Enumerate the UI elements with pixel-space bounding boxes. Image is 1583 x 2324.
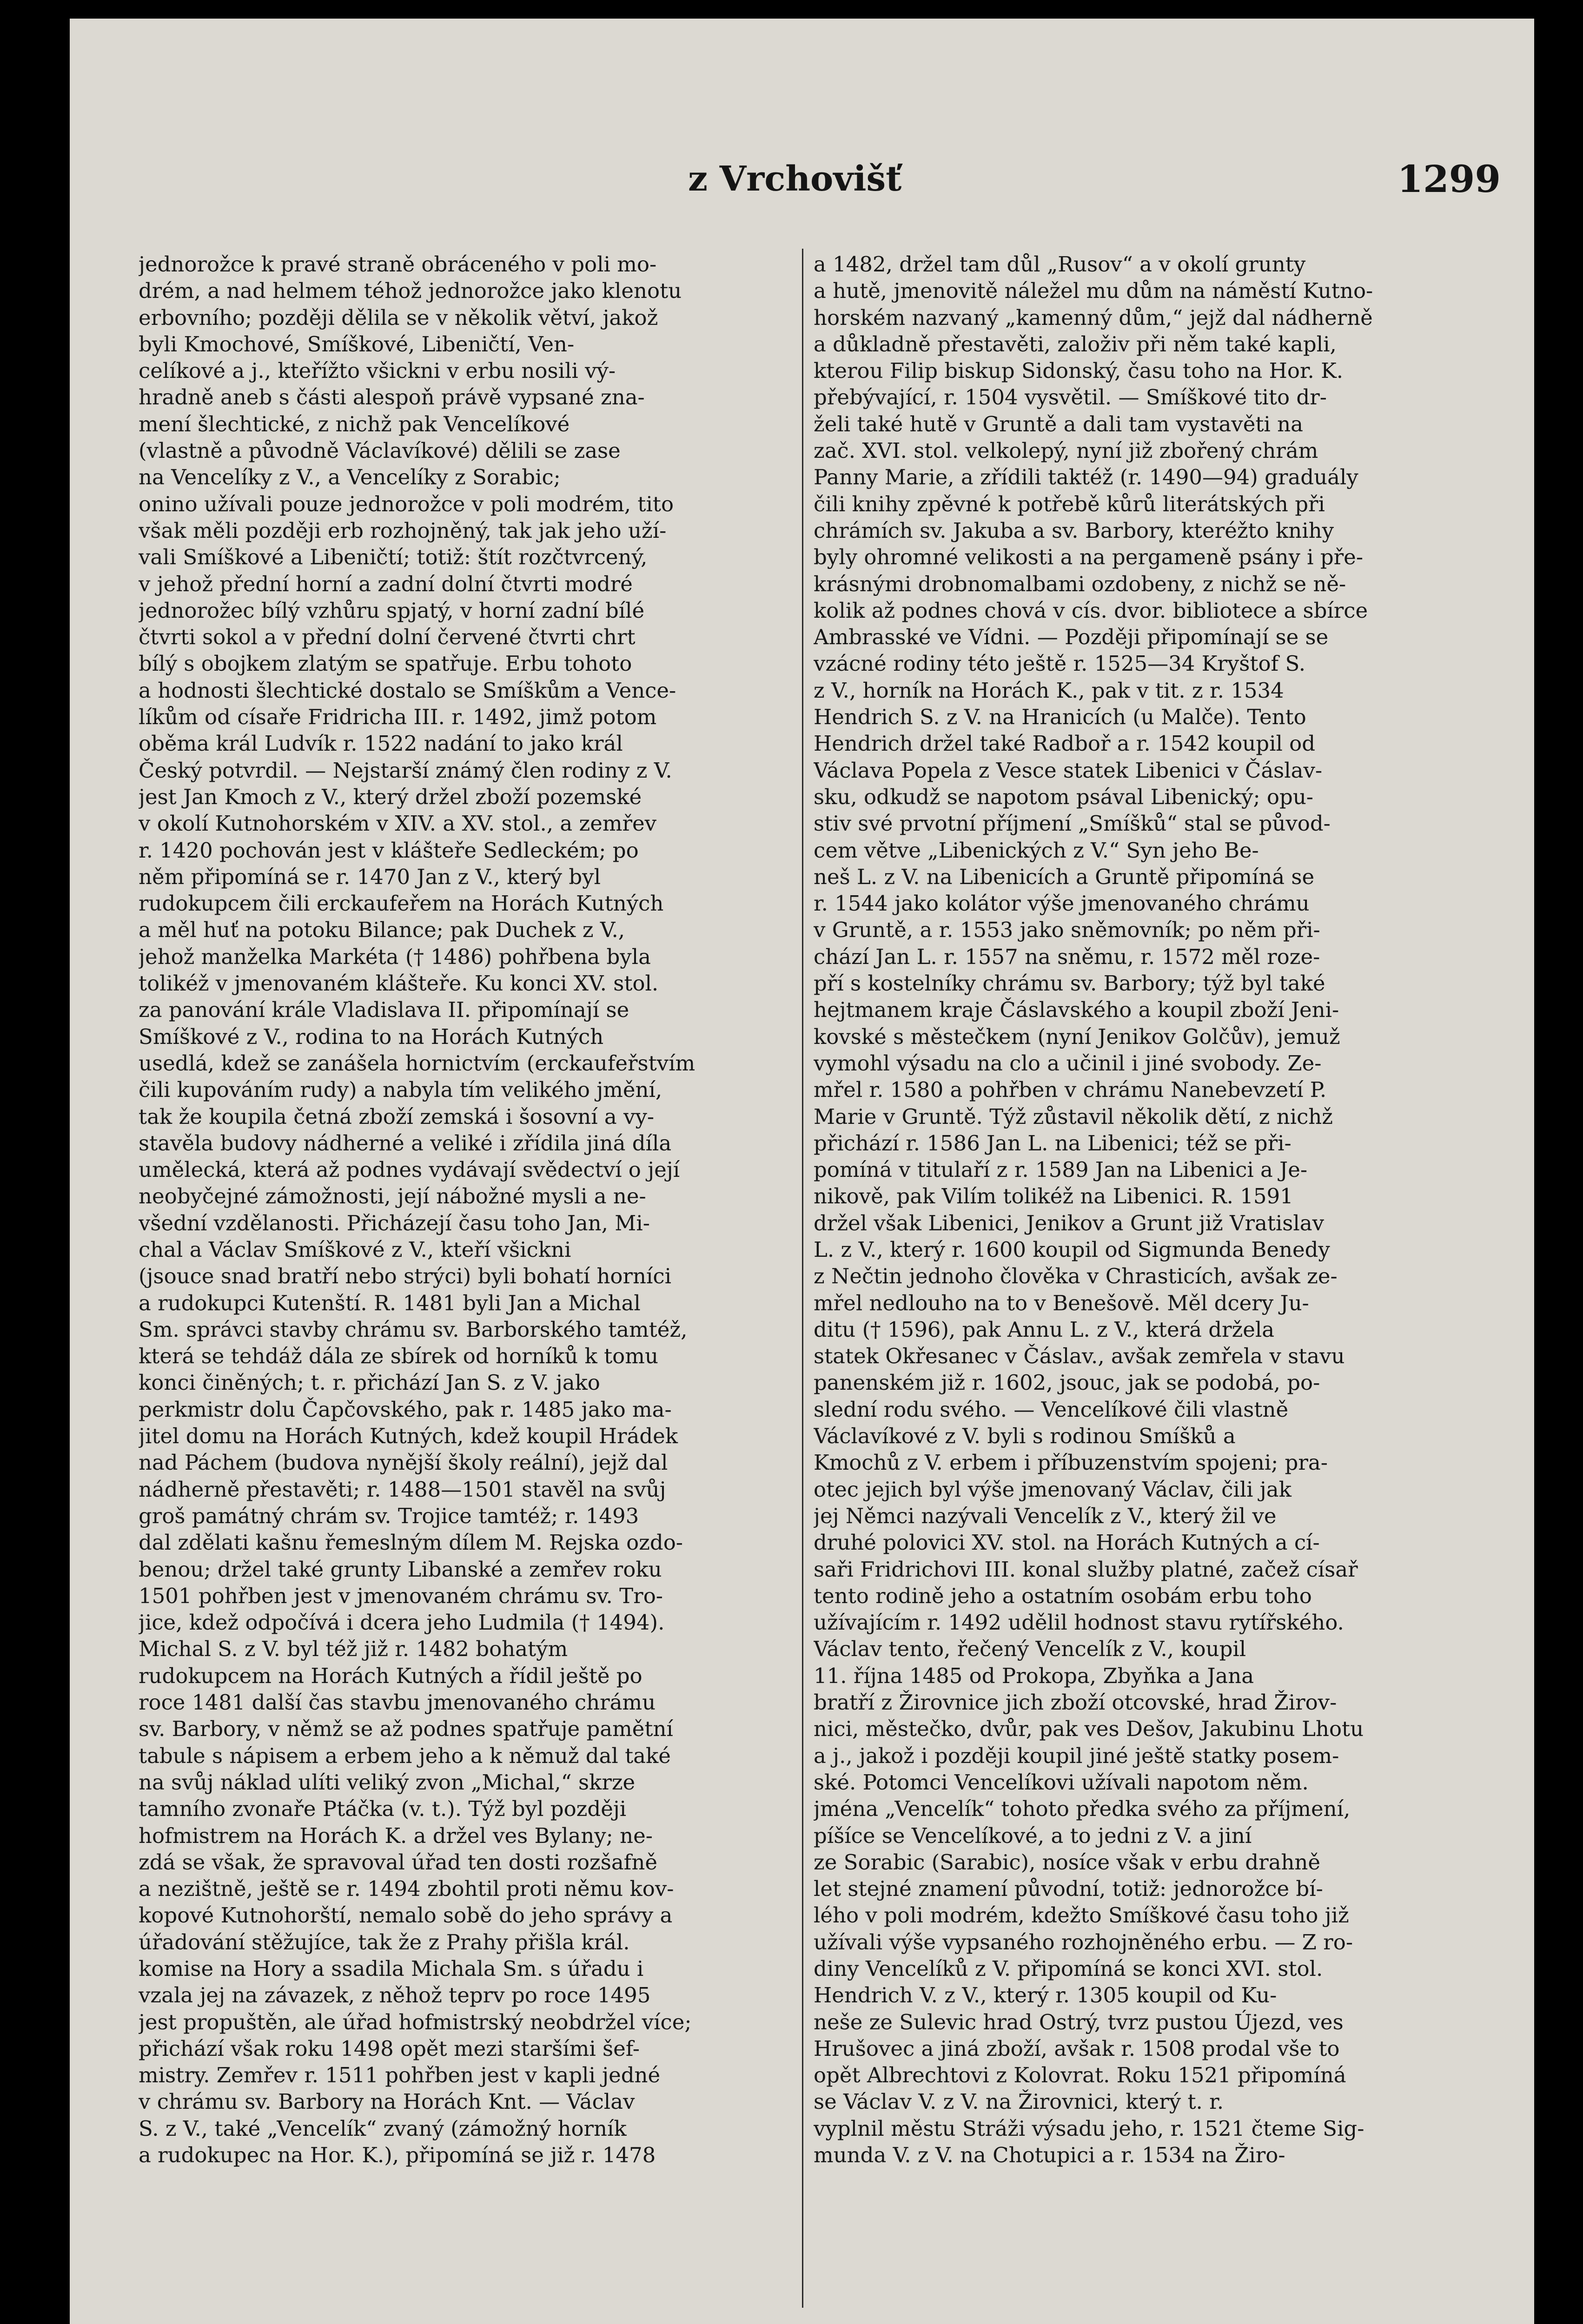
text-line: chal a Václav Smíškové z V., kteří všickni [139, 1237, 571, 1262]
text-line: bratří z Žirovnice jich zboží otcovské, hrad Žirov- [814, 1690, 1337, 1715]
text-line: jest Jan Kmoch z V., který držel zboží pozemské [139, 784, 642, 809]
text-line: 1501 pohřben jest v jmenovaném chrámu sv. Tro- [139, 1583, 663, 1608]
text-line: otec jejich byl výše jmenovaný Václav, čili jak [814, 1477, 1292, 1502]
text-line: neše ze Sulevic hrad Ostrý, tvrz pustou Újezd, ves [814, 2009, 1344, 2034]
text-line: užívali výše vypsaného rozhojněného erbu. — Z ro- [814, 1929, 1353, 1954]
column-divider [802, 249, 803, 2308]
book-page [70, 19, 1534, 2324]
text-line: úřadování stěžujíce, tak že z Prahy přišla král. [139, 1929, 630, 1954]
text-line: hradně aneb s části alespoň právě vypsané zna- [139, 385, 645, 410]
text-line: sku, odkudž se napotom psával Libenický; opu- [814, 784, 1314, 809]
text-line: nici, městečko, dvůr, pak ves Dešov, Jakubinu Lhotu [814, 1717, 1364, 1742]
text-line: jice, kdež odpočívá i dcera jeho Ludmila († 1494). [139, 1610, 665, 1635]
text-line: usedlá, kdež se zanášela hornictvím (erckaufeřstvím [139, 1050, 695, 1076]
text-line: hofmistrem na Horách K. a držel ves Bylany; ne- [139, 1823, 653, 1848]
text-line: jej Němci nazývali Vencelík z V., který žil ve [814, 1503, 1277, 1528]
text-line: nádherně přestavěti; r. 1488—1501 stavěl na svůj [139, 1477, 666, 1502]
text-line: zdá se však, že spravoval úřad ten dosti rozšafně [139, 1849, 657, 1875]
text-line: byly ohromné velikosti a na pergameně psány i pře- [814, 545, 1364, 570]
text-line: mení šlechtické, z nichž pak Vencelíkové [139, 411, 570, 436]
text-line: tolikéž v jmenovaném klášteře. Ku konci XV. stol. [139, 971, 659, 996]
text-line: všední vzdělanosti. Přicházejí času toho Jan, Mi- [139, 1210, 650, 1235]
text-line: jednorožec bílý vzhůru spjatý, v horní zadní bílé [139, 598, 645, 623]
text-line: mřel nedlouho na to v Benešově. Měl dcery Ju- [814, 1290, 1309, 1315]
text-line: lého v poli modrém, kdežto Smíškové času toho již [814, 1903, 1349, 1928]
right-text-column [814, 251, 1467, 2315]
text-line: vzácné rodiny této ještě r. 1525—34 Kryštof S. [814, 651, 1306, 676]
text-line: chrámích sv. Jakuba a sv. Barbory, kteréžto knihy [814, 518, 1334, 543]
text-line: z V., horník na Horách K., pak v tit. z r. 1534 [814, 678, 1284, 703]
text-line: neš L. z V. na Libenicích a Gruntě připomíná se [814, 864, 1315, 889]
text-line: Sm. správci stavby chrámu sv. Barborského tamtéž, [139, 1317, 688, 1342]
running-title: z Vrchovišť [688, 159, 902, 199]
text-line: Hendrich držel také Radboř a r. 1542 koupil od [814, 731, 1316, 756]
text-line: ditu († 1596), pak Annu L. z V., která držela [814, 1317, 1275, 1342]
text-line: vymohl výsadu na clo a učinil i jiné svobody. Ze- [814, 1050, 1322, 1076]
text-line: a 1482, držel tam důl „Rusov“ a v okolí grunty [814, 252, 1306, 277]
text-line: a hutě, jmenovitě náležel mu dům na náměstí Kutno- [814, 278, 1373, 304]
text-line: jitel domu na Horách Kutných, kdež koupil Hrádek [139, 1424, 678, 1449]
text-line: Václavíkové z V. byli s rodinou Smíšků a [814, 1424, 1236, 1449]
text-line: (vlastně a původně Václavíkové) dělili se zase [139, 438, 621, 463]
text-line: Václava Popela z Vesce statek Libenici v Čáslav- [814, 758, 1323, 783]
text-line: a měl huť na potoku Bilance; pak Duchek z V., [139, 918, 625, 943]
text-line: za panování krále Vladislava II. připomínají se [139, 997, 629, 1023]
text-line: statek Okřesanec v Čáslav., avšak zemřela v stavu [814, 1344, 1345, 1369]
text-line: hejtmanem kraje Čáslavského a koupil zboží Jeni- [814, 997, 1339, 1023]
text-line: něm připomíná se r. 1470 Jan z V., který byl [139, 864, 601, 889]
text-line: Smíškové z V., rodina to na Horách Kutných [139, 1024, 604, 1049]
text-line: želi také hutě v Gruntě a dali tam vystavěti na [814, 411, 1303, 436]
text-line: jména „Vencelík“ tohoto předka svého za příjmení, [814, 1796, 1351, 1822]
text-line: nad Páchem (budova nynější školy reální), jejž dal [139, 1450, 668, 1475]
text-line: 11. října 1485 od Prokopa, Zbyňka a Jana [814, 1663, 1254, 1688]
text-line: čtvrti sokol a v přední dolní červené čtvrti chrt [139, 625, 636, 650]
left-text-column [139, 251, 792, 2315]
text-line: L. z V., který r. 1600 koupil od Sigmunda Benedy [814, 1237, 1330, 1262]
text-line: přichází r. 1586 Jan L. na Libenici; též se při- [814, 1130, 1292, 1155]
text-line: ze Sorabic (Sarabic), nosíce však v erbu drahně [814, 1849, 1321, 1875]
text-line: bílý s obojkem zlatým se spatřuje. Erbu tohoto [139, 651, 632, 676]
text-line: čili kupováním rudy) a nabyla tím velikého jmění, [139, 1077, 662, 1103]
text-line: jednorožce k pravé straně obráceného v poli mo- [139, 252, 657, 277]
text-line: vali Smíškové a Libeničtí; totiž: štít rozčtvrcený, [139, 545, 648, 570]
text-line: Marie v Gruntě. Týž zůstavil několik dětí, z nichž [814, 1104, 1333, 1129]
text-line: Michal S. z V. byl též již r. 1482 bohatým [139, 1637, 568, 1662]
text-line: pří s kostelníky chrámu sv. Barbory; týž byl také [814, 971, 1325, 996]
text-line: konci činěných; t. r. přichází Jan S. z V. jako [139, 1370, 600, 1395]
text-line: druhé polovici XV. stol. na Horách Kutných a cí- [814, 1530, 1320, 1555]
text-line: chází Jan L. r. 1557 na sněmu, r. 1572 měl roze- [814, 944, 1320, 969]
text-line: kopové Kutnohorští, nemalo sobě do jeho správy a [139, 1903, 673, 1928]
text-line: a důkladně přestavěti, založiv při něm také kapli, [814, 331, 1337, 357]
text-line: a j., jakož i později koupil jiné ještě statky posem- [814, 1743, 1339, 1768]
text-line: kovské s městečkem (nyní Jenikov Golčův), jemuž [814, 1024, 1340, 1049]
text-line: Hendrich V. z V., který r. 1305 koupil od Ku- [814, 1983, 1277, 2008]
text-line: erbovního; později dělila se v několik větví, jakož [139, 305, 658, 330]
running-header [70, 153, 1534, 209]
text-line: S. z V., také „Vencelík“ zvaný (zámožný horník [139, 2116, 627, 2141]
text-line: která se tehdáž dála ze sbírek od horníků k tomu [139, 1344, 658, 1369]
text-line: tak že koupila četná zboží zemská i šosovní a vy- [139, 1104, 655, 1129]
text-line: byli Kmochové, Smíškové, Libeničtí, Ven- [139, 331, 575, 357]
text-line: vyplnil městu Stráži výsadu jeho, r. 1521 čteme Sig- [814, 2116, 1364, 2141]
text-line: Hrušovec a jiná zboží, avšak r. 1508 prodal vše to [814, 2036, 1340, 2061]
text-line: let stejné znamení původní, totiž: jednorožce bí- [814, 1876, 1323, 1901]
text-line: čili knihy zpěvné k potřebě kůrů literátských při [814, 491, 1325, 516]
text-line: tamního zvonaře Ptáčka (v. t.). Týž byl později [139, 1796, 627, 1822]
text-line: a rudokupci Kutenští. R. 1481 byli Jan a Michal [139, 1290, 641, 1315]
text-line: panenském již r. 1602, jsouc, jak se podobá, po- [814, 1370, 1320, 1395]
text-line: tabule s nápisem a erbem jeho a k němuž dal také [139, 1743, 671, 1768]
text-line: Ambrasské ve Vídni. — Později připomínají se se [814, 625, 1329, 650]
text-line: vzala jej na závazek, z něhož teprv po roce 1495 [139, 1983, 651, 2008]
text-line: jest propuštěn, ale úřad hofmistrský neobdržel více; [139, 2009, 692, 2034]
text-line: však měli později erb rozhojněný, tak jak jeho uží- [139, 518, 667, 543]
text-line: přichází však roku 1498 opět mezi staršími šef- [139, 2036, 640, 2061]
text-line: drém, a nad helmem téhož jednorožce jako klenotu [139, 278, 682, 304]
text-line: munda V. z V. na Chotupici a r. 1534 na Žiro- [814, 2143, 1285, 2168]
text-line: krásnými drobnomalbami ozdobeny, z nichž se ně- [814, 571, 1346, 596]
text-line: stiv své prvotní příjmení „Smíšků“ stal se původ- [814, 811, 1331, 836]
text-line: dal zdělati kašnu řemeslným dílem M. Rejska ozdo- [139, 1530, 683, 1555]
text-line: opět Albrechtovi z Kolovrat. Roku 1521 připomíná [814, 2063, 1346, 2088]
text-line: přebývající, r. 1504 vysvětil. — Smíškové tito dr- [814, 385, 1327, 410]
text-line: pomíná v titulaří z r. 1589 Jan na Libenici a Je- [814, 1157, 1308, 1182]
text-line: diny Vencelíků z V. připomíná se konci XVI. stol. [814, 1956, 1323, 1981]
text-line: umělecká, která až podnes vydávají svědectví o její [139, 1157, 680, 1182]
text-line: rudokupcem na Horách Kutných a řídil ještě po [139, 1663, 642, 1688]
text-line: v Gruntě, a r. 1553 jako sněmovník; po něm při- [814, 918, 1320, 943]
text-line: Václav tento, řečený Vencelík z V., koupil [814, 1637, 1246, 1662]
text-line: roce 1481 další čas stavbu jmenovaného chrámu [139, 1690, 656, 1715]
text-line: groš památný chrám sv. Trojice tamtéž; r. 1493 [139, 1503, 639, 1528]
text-line: a nezištně, ještě se r. 1494 zbohtil proti němu kov- [139, 1876, 674, 1901]
text-line: a rudokupec na Hor. K.), připomíná se již r. 1478 [139, 2143, 656, 2168]
text-line: oběma král Ludvík r. 1522 nadání to jako král [139, 731, 623, 756]
text-line: a hodnosti šlechtické dostalo se Smíškům a Vence- [139, 678, 676, 703]
text-line: užívajícím r. 1492 udělil hodnost stavu rytířského. [814, 1610, 1344, 1635]
text-line: saři Fridrichovi III. konal služby platné, začež císař [814, 1557, 1358, 1582]
text-line: se Václav V. z V. na Žirovnici, který t. r. [814, 2089, 1224, 2114]
text-line: Hendrich S. z V. na Hranicích (u Malče). Tento [814, 705, 1306, 730]
text-line: na svůj náklad ulíti veliký zvon „Michal,“ skrze [139, 1769, 636, 1795]
text-line: držel však Libenici, Jenikov a Grunt již Vratislav [814, 1210, 1325, 1235]
text-line: na Vencelíky z V., a Vencelíky z Sorabic; [139, 465, 561, 490]
text-line: onino užívali pouze jednorožce v poli modrém, tito [139, 491, 674, 516]
text-line: celíkové a j., kteřížto všickni v erbu nosili vý- [139, 358, 616, 383]
text-line: cem větve „Libenických z V.“ Syn jeho Be- [814, 838, 1259, 863]
text-line: Panny Marie, a zřídili taktéž (r. 1490—94) graduály [814, 465, 1358, 490]
page-number: 1299 [1397, 157, 1501, 201]
text-line: sv. Barbory, v němž se až podnes spatřuje pamětní [139, 1717, 673, 1742]
text-line: r. 1420 pochován jest v klášteře Sedleckém; po [139, 838, 639, 863]
text-line: mřel r. 1580 a pohřben v chrámu Nanebevzetí P. [814, 1077, 1327, 1103]
text-line: (jsouce snad bratří nebo strýci) byli bohatí horníci [139, 1264, 672, 1289]
text-line: líkům od císaře Fridricha III. r. 1492, jimž potom [139, 705, 657, 730]
text-line: perkmistr dolu Čapčovského, pak r. 1485 jako ma- [139, 1397, 672, 1422]
text-line: mistry. Zemřev r. 1511 pohřben jest v kapli jedné [139, 2063, 661, 2088]
text-line: benou; držel také grunty Libanské a zemřev roku [139, 1557, 662, 1582]
text-line: rudokupcem čili erckaufeřem na Horách Kutných [139, 891, 664, 916]
text-line: komise na Hory a ssadila Michala Sm. s úřadu i [139, 1956, 644, 1981]
text-line: v chrámu sv. Barbory na Horách Knt. — Václav [139, 2089, 635, 2114]
text-line: tento rodině jeho a ostatním osobám erbu toho [814, 1583, 1312, 1608]
text-line: kolik až podnes chová v cís. dvor. bibliotece a sbírce [814, 598, 1368, 623]
text-line: kterou Filip biskup Sidonský, času toho na Hor. K. [814, 358, 1344, 383]
text-line: ské. Potomci Vencelíkovi užívali napotom něm. [814, 1769, 1309, 1795]
text-line: slední rodu svého. — Vencelíkové čili vlastně [814, 1397, 1289, 1422]
text-line: Český potvrdil. — Nejstarší známý člen rodiny z V. [139, 758, 672, 783]
text-line: Kmochů z V. erbem i příbuzenstvím spojeni; pra- [814, 1450, 1328, 1475]
text-line: z Nečtin jednoho člověka v Chrasticích, avšak ze- [814, 1264, 1338, 1289]
text-line: v okolí Kutnohorském v XIV. a XV. stol., a zemřev [139, 811, 657, 836]
text-line: stavěla budovy nádherné a veliké i zřídila jiná díla [139, 1130, 672, 1155]
text-line: píšíce se Vencelíkové, a to jedni z V. a jiní [814, 1823, 1252, 1848]
text-line: horském nazvaný „kamenný dům,“ jejž dal nádherně [814, 305, 1373, 330]
text-line: jehož manželka Markéta († 1486) pohřbena byla [139, 944, 651, 969]
text-line: v jehož přední horní a zadní dolní čtvrti modré [139, 571, 633, 596]
text-line: r. 1544 jako kolátor výše jmenovaného chrámu [814, 891, 1310, 916]
text-line: zač. XVI. stol. velkolepý, nyní již zbořený chrám [814, 438, 1318, 463]
text-line: nikově, pak Vilím tolikéž na Libenici. R. 1591 [814, 1184, 1293, 1209]
text-line: neobyčejné zámožnosti, její nábožné mysli a ne- [139, 1184, 646, 1209]
